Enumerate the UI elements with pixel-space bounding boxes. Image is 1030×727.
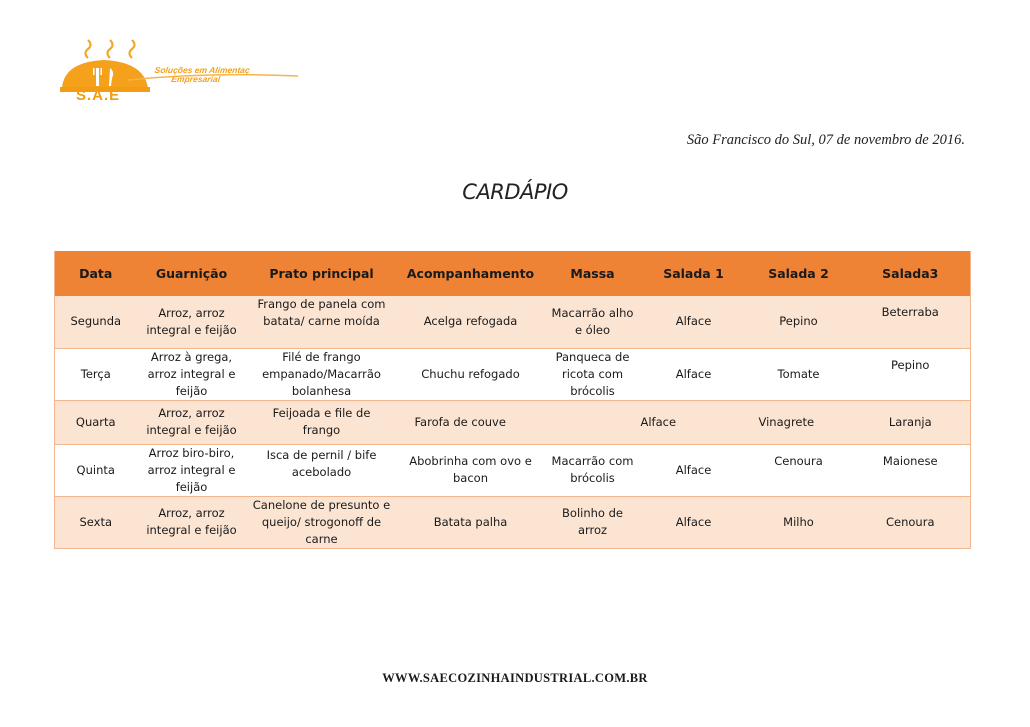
cell-guarnicao: Arroz, arroz integral e feijão [137, 400, 247, 444]
table-row [55, 496, 971, 548]
cell-day: Segunda [55, 296, 137, 348]
header-salada-2: Salada 2 [747, 251, 851, 296]
menu-table [54, 251, 971, 549]
cell-guarnicao: Arroz à grega, arroz integral e feijão [137, 348, 247, 400]
table-row [55, 296, 971, 348]
cell-salada-1: Alface [641, 348, 747, 400]
header-salada-3: Salada3 [851, 251, 971, 296]
cell-salada-3: Laranja [851, 400, 971, 444]
cell-salada-3: Maionese [851, 444, 971, 496]
cell-acompanhamento: Farofa de couve [397, 400, 545, 444]
cell-guarnicao: Arroz, arroz integral e feijão [137, 296, 247, 348]
table-row [55, 444, 971, 496]
cell-day: Quinta [55, 444, 137, 496]
cell-acompanhamento: Acelga refogada [397, 296, 545, 348]
header-massa: Massa [545, 251, 641, 296]
cell-massa: Bolinho de arroz [545, 496, 641, 548]
cell-salada-2: Pepino [747, 296, 851, 348]
cell-salada-3: Beterraba [851, 296, 971, 348]
cell-salada-1: Alface [641, 400, 747, 444]
cell-salada-2: Tomate [747, 348, 851, 400]
header-guarnicao: Guarnição [137, 251, 247, 296]
page-title: CARDÁPIO [462, 180, 568, 204]
cell-salada-2: Vinagrete [747, 400, 851, 444]
cell-salada-3: Pepino [851, 348, 971, 400]
cell-prato: Frango de panela com batata/ carne moída [247, 296, 397, 348]
cell-acompanhamento: Abobrinha com ovo e bacon [397, 444, 545, 496]
cell-prato: Canelone de presunto e queijo/ strogonoff de carne [247, 496, 397, 548]
cell-day: Terça [55, 348, 137, 400]
cell-salada-2: Cenoura [747, 444, 851, 496]
cell-day: Sexta [55, 496, 137, 548]
cell-salada-2: Milho [747, 496, 851, 548]
cell-acompanhamento: Batata palha [397, 496, 545, 548]
company-logo [58, 38, 308, 110]
table-row [55, 400, 971, 444]
header-data: Data [55, 251, 137, 296]
table-row [55, 348, 971, 400]
menu-header-row [55, 251, 971, 296]
cell-guarnicao: Arroz, arroz integral e feijão [137, 496, 247, 548]
dateline: São Francisco do Sul, 07 de novembro de 2016. [686, 132, 965, 148]
cell-salada-1: Alface [641, 296, 747, 348]
cell-massa: Macarrão alho e óleo [545, 296, 641, 348]
header-salada-1: Salada 1 [641, 251, 747, 296]
cell-salada-1: Alface [641, 444, 747, 496]
cell-massa [545, 400, 641, 444]
header-acompanhamento: Acompanhamento [397, 251, 545, 296]
cell-prato: Feijoada e file de frango [247, 400, 397, 444]
cell-salada-3: Cenoura [851, 496, 971, 548]
logo-name: S.A.E [76, 87, 121, 104]
cell-acompanhamento: Chuchu refogado [397, 348, 545, 400]
cell-prato: Filé de frango empanado/Macarrão bolanhesa [247, 348, 397, 400]
header-prato-principal: Prato principal [247, 251, 397, 296]
cell-guarnicao: Arroz biro-biro, arroz integral e feijão [137, 444, 247, 496]
website-footer: WWW.SAECOZINHAINDUSTRIAL.COM.BR [382, 671, 648, 685]
cell-massa: Macarrão com brócolis [545, 444, 641, 496]
cell-prato: Isca de pernil / bife acebolado [247, 444, 397, 496]
logo-tagline: Soluções em Alimentaç Empresarial [154, 65, 251, 84]
cell-salada-1: Alface [641, 496, 747, 548]
cell-day: Quarta [55, 400, 137, 444]
cell-massa: Panqueca de ricota com brócolis [545, 348, 641, 400]
